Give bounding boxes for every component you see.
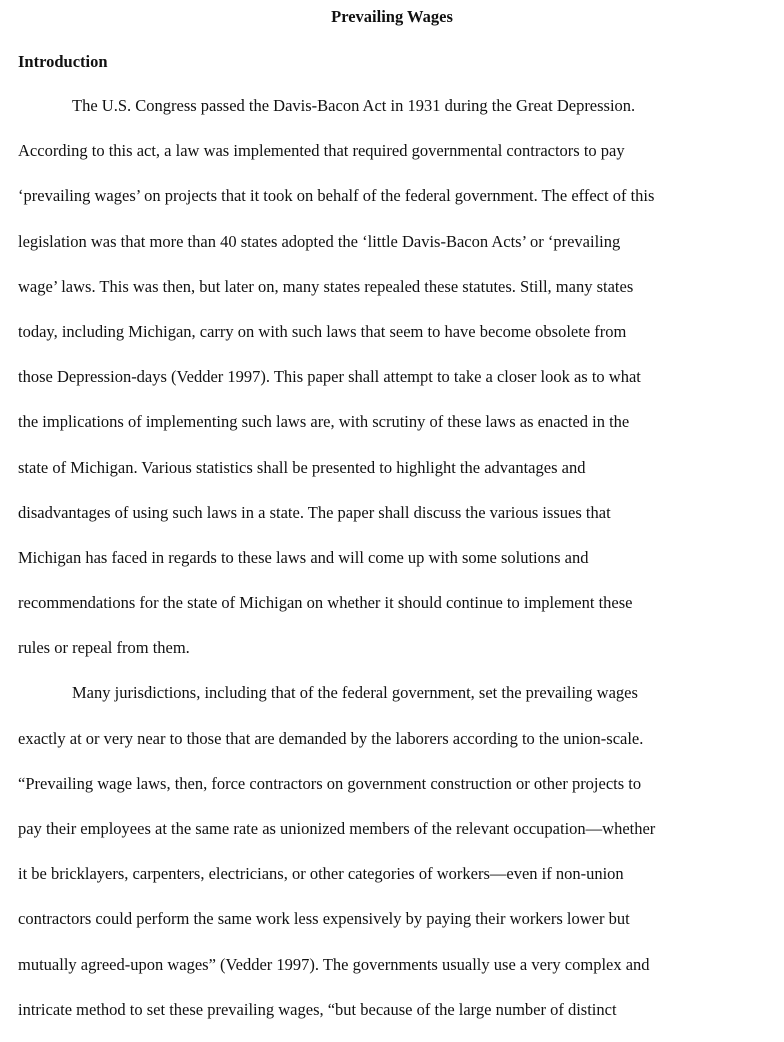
paragraph-line: Many jurisdictions, including that of the federal government, set the prevailing wages [72,683,638,703]
paragraph-line: Michigan has faced in regards to these laws and will come up with some solutions and [18,547,589,567]
paragraph-line: mutually agreed-upon wages” (Vedder 1997). The governments usually use a very complex and [18,954,650,974]
paragraph-line: pay their employees at the same rate as unionized members of the relevant occupation—whether [18,819,656,838]
paragraph-line: wage’ laws. This was then, but later on, many states repealed these statutes. Still, many states [18,276,634,296]
paragraph-line: contractors could perform the same work less expensively by paying their workers lower but [18,909,630,929]
paragraph-line: ‘prevailing wages’ on projects that it took on behalf of the federal government. The effect of this [18,186,655,206]
document-title: Prevailing Wages [331,7,453,26]
paragraph-line: state of Michigan. Various statistics shall be presented to highlight the advantages and [18,457,586,477]
paragraph-line: The U.S. Congress passed the Davis-Bacon Act in 1931 during the Great Depression. [72,96,636,115]
paragraph-line: disadvantages of using such laws in a state. The paper shall discuss the various issues that [18,502,611,522]
paragraph-line: legislation was that more than 40 states adopted the ‘little Davis-Bacon Acts’ or ‘prevailing [18,231,621,251]
paragraph-line: intricate method to set these prevailing wages, “but because of the large number of distinct [18,999,617,1019]
paragraph-line: today, including Michigan, carry on with such laws that seem to have become obsolete from [18,321,627,341]
paragraph-line: According to this act, a law was implemented that required governmental contractors to pay [18,141,625,161]
document-body [18,93,778,1042]
paragraph-line: rules or repeal from them. [18,638,190,658]
paragraph-line: it be bricklayers, carpenters, electricians, or other categories of workers—even if non-union [18,864,624,884]
section-heading: Introduction [18,52,108,71]
paragraph-line: recommendations for the state of Michigan on whether it should continue to implement these [18,593,633,613]
paragraph-line: the implications of implementing such laws are, with scrutiny of these laws as enacted in the [18,412,630,432]
paragraph-line: “Prevailing wage laws, then, force contractors on government construction or other projects to [18,773,642,793]
paragraph-line: exactly at or very near to those that are demanded by the laborers according to the union-scale. [18,728,644,748]
paragraph-line: those Depression-days (Vedder 1997). This paper shall attempt to take a closer look as to what [18,367,641,387]
